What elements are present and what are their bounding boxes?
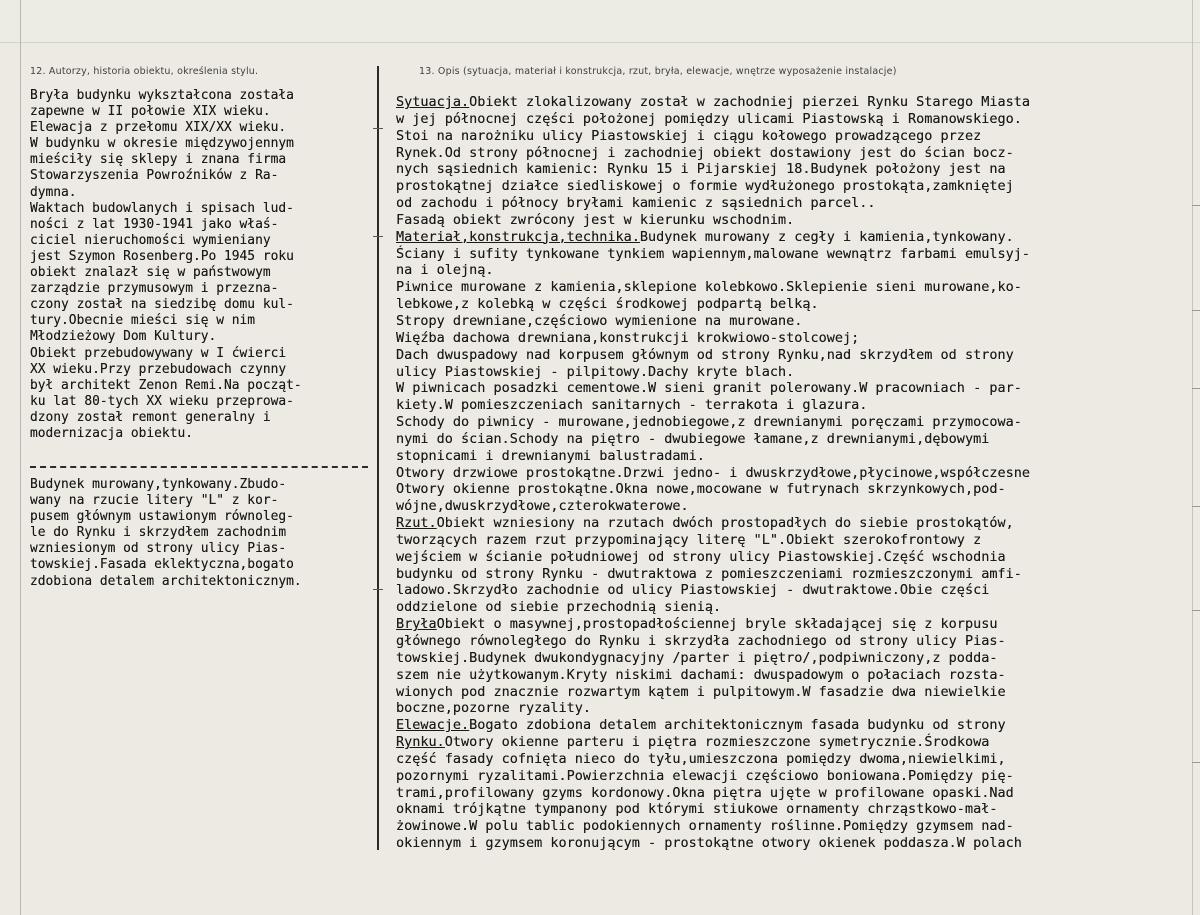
history-line: Bryła budynku wykształcona została	[30, 88, 294, 103]
description-line	[396, 515, 1030, 532]
description-line	[396, 633, 1030, 650]
description-line	[396, 785, 1030, 802]
description-text: pozornymi ryzalitami.Powierzchnia elewacji częściowo boniowana.Pomiędzy pię-	[396, 767, 1014, 784]
history-text-block	[30, 88, 302, 442]
description-line	[396, 700, 1030, 717]
description-text: wionych pod znacznie rozwartym kątem i pulpitowym.W fasadzie dwa niewielkie	[396, 683, 1006, 700]
section-heading: Sytuacja.	[396, 94, 470, 110]
history-line: dzony został remont generalny i	[30, 409, 271, 425]
description-text: W piwnicach posadzki cementowe.W sieni granit polerowany.W pracowniach - par-	[396, 380, 1022, 397]
object-description-block	[396, 94, 1030, 852]
description-text: prostokątnej działce siedliskowej o formie wydłużonego prostokąta,zamkniętej	[396, 178, 1014, 195]
description-line	[396, 296, 1030, 313]
description-text: kiety.W pomieszczeniach sanitarnych - terrakota i glazura.	[396, 397, 868, 414]
description-line	[396, 111, 1030, 128]
description-line	[396, 818, 1030, 835]
description-text: Ściany i sufity tynkowane tynkiem wapiennym,malowane wewnątrz farbami emulsyj-	[396, 245, 1030, 262]
description-text: towskiej.Budynek dwukondygnacyjny /parter i piętro/,podpiwniczony,z podda-	[396, 649, 998, 666]
style-line: zdobiona detalem architektonicznym.	[30, 573, 302, 589]
description-line	[396, 212, 1030, 229]
description-text: trami,profilowany gzyms kordonowy.Okna piętra ujęte w profilowane opaski.Nad	[396, 784, 1014, 801]
description-text: Schody do piwnicy - murowane,jednobiegowe,z drewnianymi poręczami przymocowa-	[396, 414, 1022, 431]
description-line	[396, 751, 1030, 768]
description-text: Otwory drzwiowe prostokątne.Drzwi jedno- i dwuskrzydłowe,płycinowe,współczesne	[396, 464, 1030, 481]
description-text: tworzących razem rzut przypominający literę "L".Obiekt szerokofrontowy z	[396, 531, 982, 548]
description-line	[396, 835, 1030, 852]
description-line	[396, 684, 1030, 701]
description-line	[396, 667, 1030, 684]
description-line	[396, 195, 1030, 212]
description-line	[396, 431, 1030, 448]
description-line	[396, 498, 1030, 515]
description-line	[396, 481, 1030, 498]
description-text: Obiekt zlokalizowany został w zachodniej pierzei Rynku Starego Miasta	[469, 94, 1030, 110]
history-line: dymna.	[30, 184, 77, 200]
column-divider	[377, 66, 379, 850]
margin-tick	[1192, 388, 1200, 389]
description-text: Obiekt wzniesiony na rzutach dwóch prostopadłych do siebie prostokątów,	[436, 515, 1014, 532]
description-text: w jej północnej części położonej pomiędzy ulicami Piastowską i Romanowskiego.	[396, 110, 1022, 127]
history-line: tury.Obecnie mieści się w nim	[30, 313, 256, 329]
history-line: Młodzieżowy Dom Kultury.	[30, 329, 217, 345]
margin-tick	[1192, 610, 1200, 611]
description-text: Otwory okienne parteru i piętra rozmieszczone symetrycznie.Środkowa	[444, 734, 990, 751]
left-margin-rule	[20, 0, 21, 915]
description-text: część fasady cofnięta nieco do tyłu,umieszczona pomiędzy dwoma,niewielkimi,	[396, 750, 1006, 767]
description-line	[396, 94, 1030, 111]
style-line: towskiej.Fasada eklektyczna,bogato	[30, 557, 294, 573]
description-line	[396, 313, 1030, 330]
margin-tick	[1192, 506, 1200, 507]
dashed-separator	[30, 466, 368, 468]
history-line: ności z lat 1930-1941 jako właś-	[30, 216, 279, 232]
description-line	[396, 465, 1030, 482]
divider-tick	[373, 589, 383, 590]
style-line: Budynek murowany,tynkowany.Zbudo-	[30, 477, 287, 492]
history-line: zapewne w II połowie XIX wieku.	[30, 104, 271, 120]
description-text: boczne,pozorne ryzality.	[396, 700, 592, 717]
history-line: ku lat 80-tych XX wieku przeprowa-	[30, 393, 294, 409]
history-line: W budynku w okresie międzywojennym	[30, 136, 294, 152]
description-line	[396, 650, 1030, 667]
description-text: ladowo.Skrzydło zachodnie od ulicy Piastowskiej - dwutraktowe.Obie części	[396, 582, 990, 599]
description-line	[396, 262, 1030, 279]
section-heading: Elewacje.	[396, 717, 470, 734]
description-line	[396, 145, 1030, 162]
description-text: nych sąsiednich kamienic: Rynku 15 i Pijarskiej 18.Budynek położony jest na	[396, 161, 1006, 178]
margin-tick	[1192, 310, 1200, 311]
history-line: ciciel nieruchomości wymieniany	[30, 232, 271, 248]
description-line	[396, 448, 1030, 465]
history-line: obiekt znalazł się w państwowym	[30, 265, 271, 281]
divider-tick	[373, 128, 383, 129]
description-text: oknami trójkątne tympanony pod którymi stiukowe ornamenty chrząstkowo-mał-	[396, 801, 998, 818]
description-text: wejściem w ścianie południowej od strony ulicy Piastowskiej.Część wschodnia	[396, 548, 1006, 565]
description-text: lebkowe,z kolebką w części środkowej podpartą belką.	[396, 296, 819, 313]
description-text: Fasadą obiekt zwrócony jest w kierunku wschodnim.	[396, 211, 795, 228]
history-line: Elewacja z przełomu XIX/XX wieku.	[30, 120, 287, 136]
description-text: głównego równoległego do Rynku i skrzydła zachodniego od strony ulicy Pias-	[396, 633, 1006, 649]
top-margin-band	[0, 0, 1200, 43]
description-line	[396, 532, 1030, 549]
description-line	[396, 161, 1030, 178]
margin-tick	[1192, 762, 1200, 763]
description-text: Otwory okienne prostokątne.Okna nowe,mocowane w futrynach skrzynkowych,pod-	[396, 481, 1006, 498]
description-line	[396, 734, 1030, 751]
right-margin-rule	[1192, 0, 1193, 915]
description-line	[396, 330, 1030, 347]
history-line: był architekt Zenon Remi.Na począt-	[30, 377, 302, 393]
style-description-block	[30, 477, 302, 590]
section-13-header: 13. Opis (sytuacja, materiał i konstrukcja, rzut, bryła, elewacje, wnętrze wyposażenie instalacje)	[419, 66, 897, 77]
history-line: czony został na siedzibę domu kul-	[30, 297, 294, 313]
description-line	[396, 246, 1030, 263]
description-text: Dach dwuspadowy nad korpusem głównym od strony Rynku,nad skrzydłem od strony	[396, 346, 1014, 363]
description-line	[396, 549, 1030, 566]
description-text: na i olejną.	[396, 262, 494, 279]
style-line: le do Rynku i skrzydłem zachodnim	[30, 525, 287, 541]
description-text: szem nie użytkowanym.Kryty niskimi dachami: dwuspadowym o połaciach rozsta-	[396, 666, 1006, 683]
divider-tick	[373, 236, 383, 237]
description-line	[396, 801, 1030, 818]
description-text: stopnicami i drewnianymi balustradami.	[396, 447, 705, 464]
history-line: jest Szymon Rosenberg.Po 1945 roku	[30, 248, 294, 264]
description-line	[396, 582, 1030, 599]
history-line: modernizacja obiektu.	[30, 425, 193, 441]
margin-tick	[1192, 205, 1200, 206]
description-line	[396, 279, 1030, 296]
description-line	[396, 616, 1030, 633]
description-text: Bogato zdobiona detalem architektonicznym fasada budynku od strony	[469, 717, 1006, 734]
history-line: Waktach budowlanych i spisach lud-	[30, 200, 294, 216]
style-line: wzniesionym od strony ulicy Pias-	[30, 541, 287, 557]
section-heading: Rzut.	[396, 515, 437, 532]
style-line: pusem głównym ustawionym równoleg-	[30, 509, 294, 525]
description-text: żowinowe.W polu tablic podokiennych ornamenty roślinne.Pomiędzy gzymsem nad-	[396, 818, 1014, 835]
description-line	[396, 178, 1030, 195]
description-text: ulicy Piastowskiej - pilpitowy.Dachy kryte blach.	[396, 363, 795, 380]
description-line	[396, 347, 1030, 364]
description-text: Stoi na narożniku ulicy Piastowskiej i ciągu kołowego prowadzącego przez	[396, 127, 982, 144]
description-text: oddzielone od siebie przechodnią sienią.	[396, 599, 722, 616]
history-line: XX wieku.Przy przebudowach czynny	[30, 361, 287, 377]
history-line: mieściły się sklepy i znana firma	[30, 152, 287, 168]
description-text: Obiekt o masywnej,prostopadłościennej bryle składającej się z korpusu	[436, 616, 998, 633]
description-line	[396, 768, 1030, 785]
description-text: Stropy drewniane,częściowo wymienione na murowane.	[396, 312, 803, 329]
description-line	[396, 364, 1030, 381]
description-text: nymi do ścian.Schody na piętro - dwubiegowe łamane,z drewnianymi,dębowymi	[396, 430, 990, 447]
description-line	[396, 414, 1030, 431]
description-line	[396, 128, 1030, 145]
style-line: wany na rzucie litery "L" z kor-	[30, 493, 279, 509]
description-text: Rynek.Od strony północnej i zachodniej obiekt dostawiony jest do ścian bocz-	[396, 144, 1014, 161]
description-line	[396, 229, 1030, 246]
description-line	[396, 566, 1030, 583]
history-line: Obiekt przebudowywany w I ćwierci	[30, 345, 287, 361]
description-line	[396, 397, 1030, 414]
history-line: zarządzie przymusowym i przezna-	[30, 281, 279, 297]
description-text: od zachodu i północy bryłami kamienic z sąsiednich parcel..	[396, 195, 876, 212]
section-heading: Rynku.	[396, 734, 445, 751]
description-line	[396, 717, 1030, 734]
description-line	[396, 380, 1030, 397]
section-12-header: 12. Autorzy, historia obiektu, określenia stylu.	[30, 66, 259, 77]
description-text: wójne,dwuskrzydłowe,czterokwaterowe.	[396, 498, 689, 515]
description-line	[396, 599, 1030, 616]
description-text: Budynek murowany z cegły i kamienia,tynkowany.	[639, 228, 1014, 245]
section-heading: Bryła	[396, 616, 437, 633]
description-text: Więźba dachowa drewniana,konstrukcji krokwiowo-stolcowej;	[396, 329, 860, 346]
description-text: budynku od strony Rynku - dwutraktowa z pomieszczeniami rozmieszczonymi amfi-	[396, 565, 1022, 582]
description-text: Piwnice murowane z kamienia,sklepione kolebkowo.Sklepienie sieni murowane,ko-	[396, 279, 1022, 296]
description-text: okiennym i gzymsem koronującym - prostokątne otwory okienek poddasza.W polach	[396, 835, 1022, 852]
history-line: Stowarzyszenia Powroźników z Ra-	[30, 168, 279, 184]
section-heading: Materiał,konstrukcja,technika.	[396, 228, 640, 245]
